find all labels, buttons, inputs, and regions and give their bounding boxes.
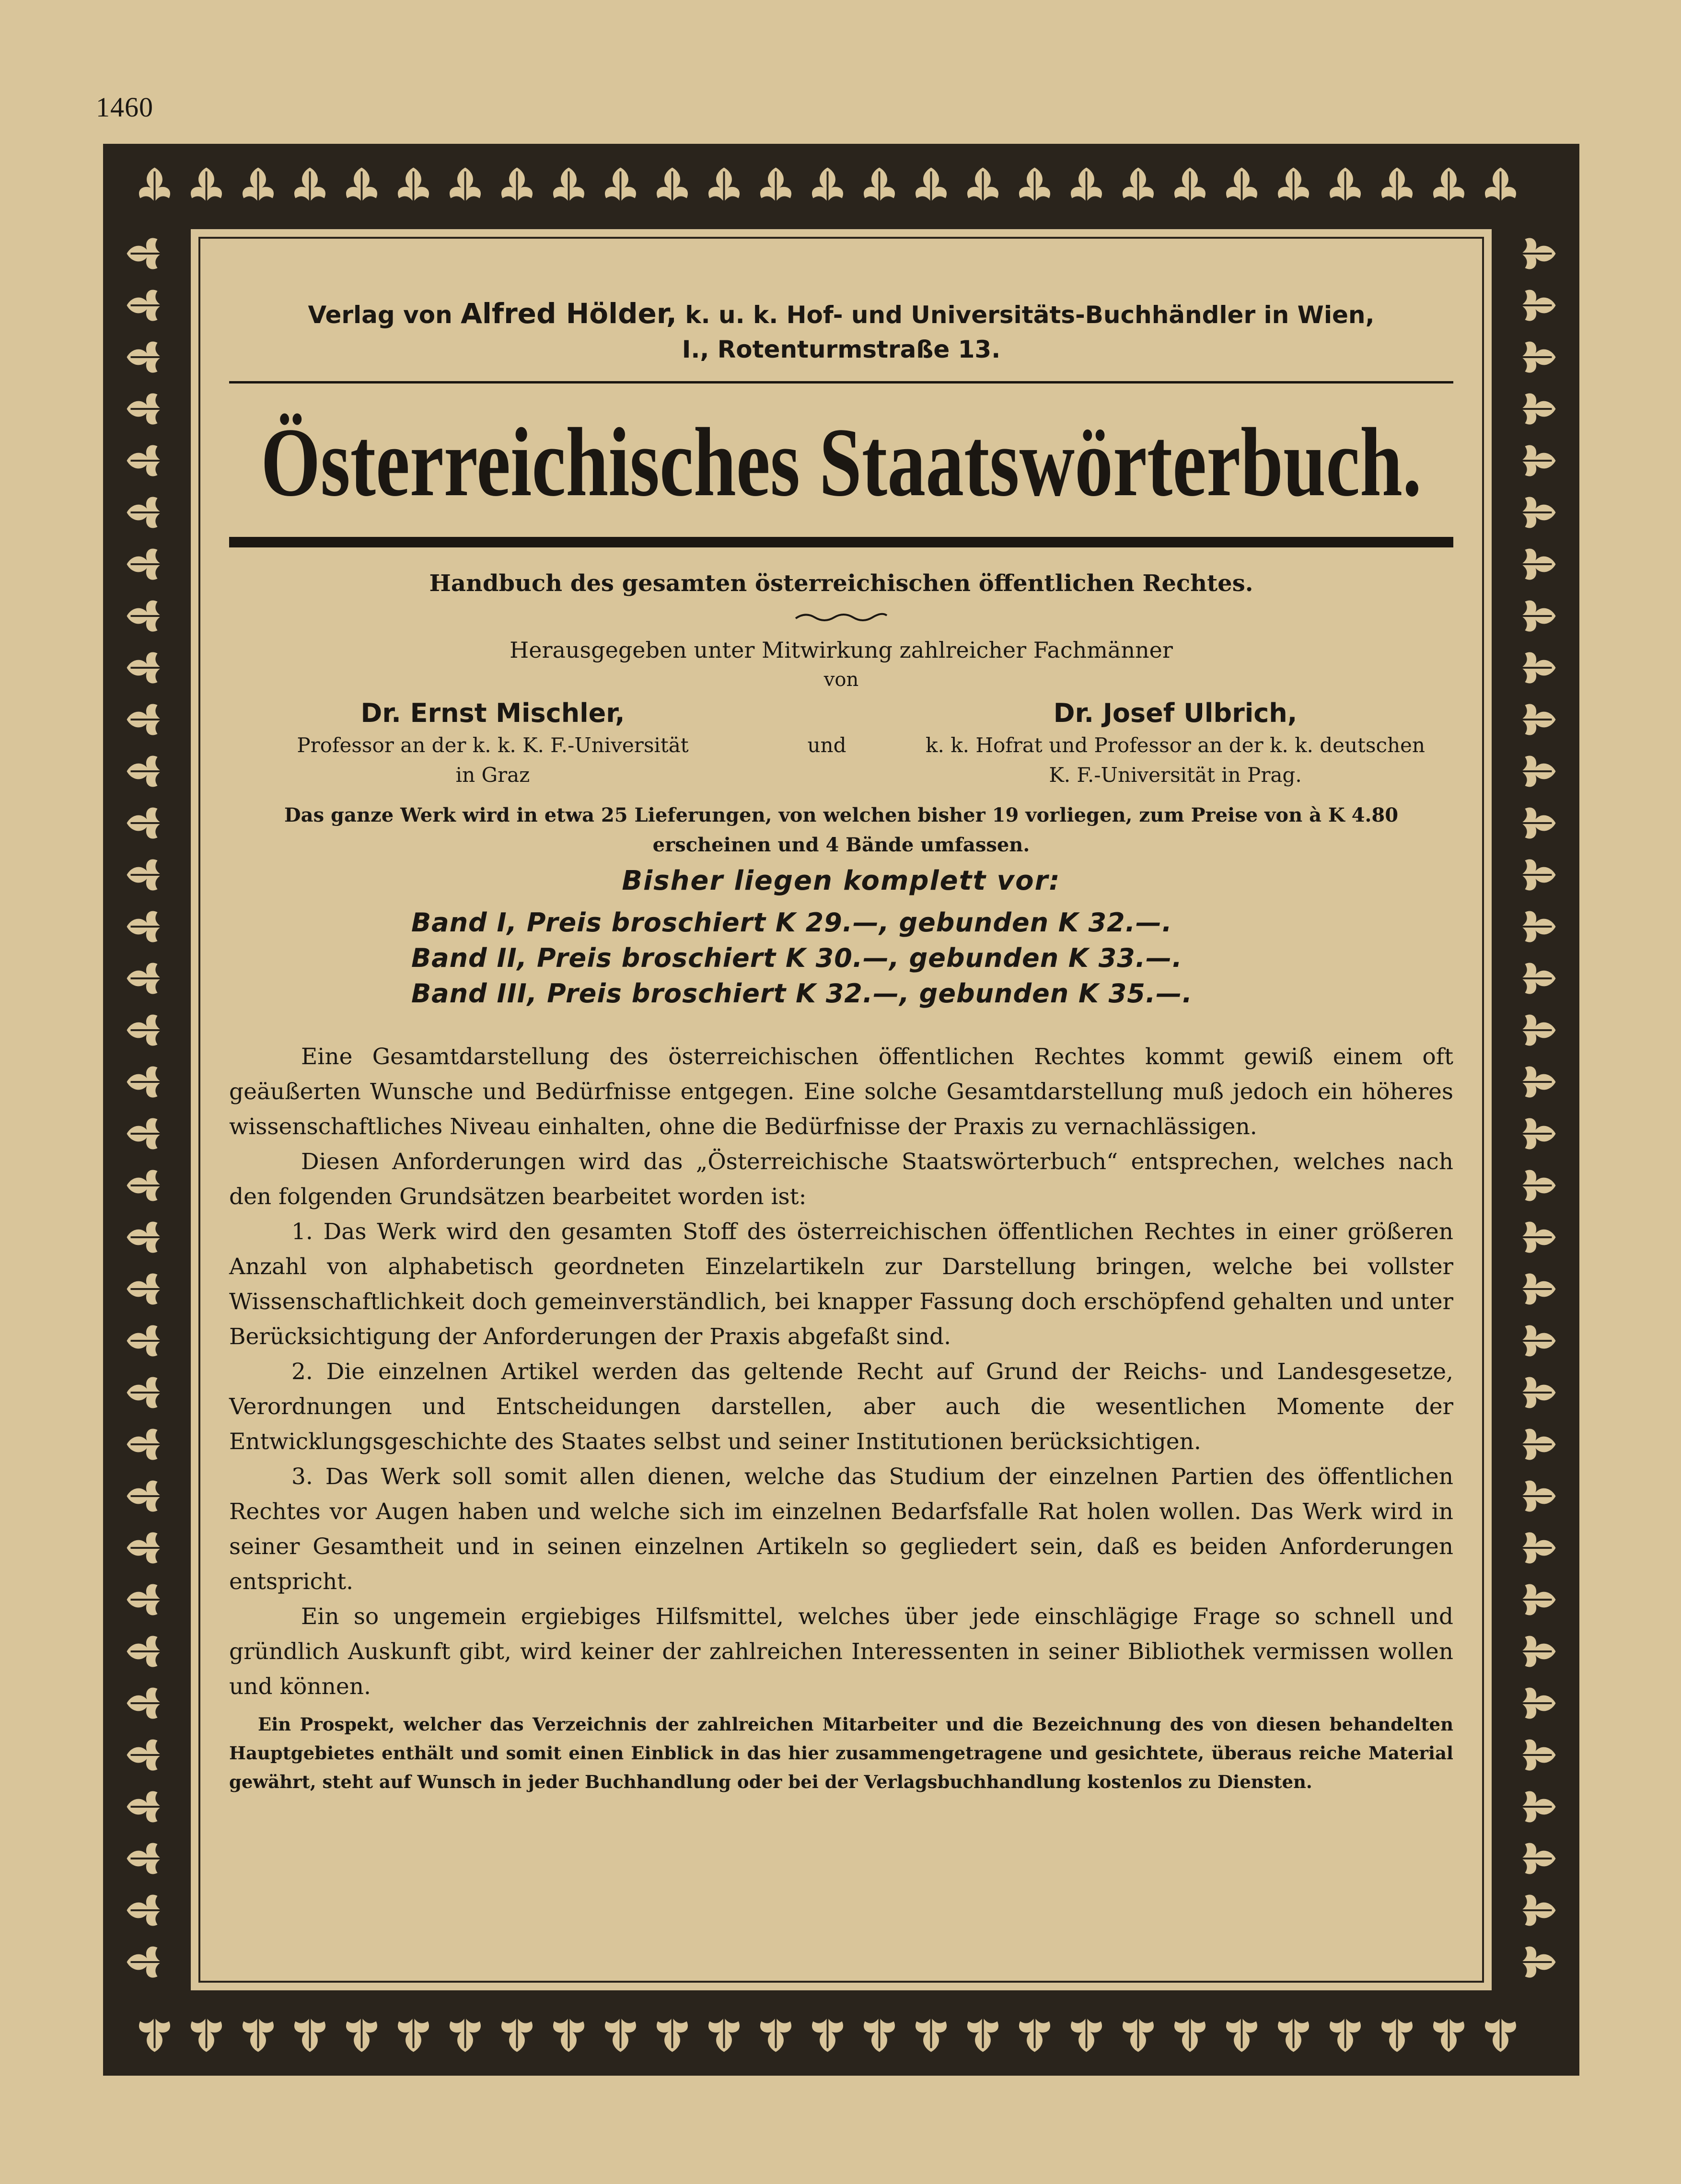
editor-desc: Professor an der k. k. K. F.-Universität — [297, 733, 689, 757]
editor-desc: in Graz — [455, 763, 530, 787]
body-text — [229, 1039, 1453, 1704]
page-number: 1460 — [96, 92, 153, 123]
paragraph: 2. Die einzelnen Artikel werden das geltende Recht auf Grund der Reichs- und Landesgesetze, Verordnungen und Entscheidungen darstellen, aber auch die wesentlichen Momente der Entwicklungsgeschichte des Staates selbst und seiner Institutionen berücksichtigen. — [229, 1359, 1453, 1455]
publisher-address: I., Rotenturmstraße 13. — [682, 336, 1001, 363]
divider — [229, 381, 1453, 383]
editors-block — [229, 696, 1453, 790]
von-label: von — [823, 669, 859, 691]
paragraph: Eine Gesamtdarstellung des österreichischen öffentlichen Rechtes kommt gewiß einem oft geäußerten Wunsche und Bedürfnisse entgegen. Eine solche Gesamtdarstellung muß jedoch ein höheres wissenschaftliches Niveau einhalten, ohne die Bedürfnisse der Praxis zu vernachlässigen. — [229, 1044, 1453, 1140]
paragraph: 3. Das Werk soll somit allen dienen, welche das Studium der einzelnen Partien des öffentlichen Rechtes vor Augen haben und welche sich im einzelnen Bedarfsfalle Rat holen wollen. Das Werk wird in seiner Gesamtheit und in seinen einzelnen Artikeln so gegliedert sein, daß es beiden Anforderungen entspricht. — [229, 1464, 1453, 1595]
editor-desc: k. k. Hofrat und Professor an der k. k. deutschen — [926, 733, 1425, 757]
divider-thick — [229, 537, 1453, 547]
editor-ulbrich — [897, 696, 1453, 790]
editor-name: Dr. Josef Ulbrich, — [1053, 698, 1298, 728]
paragraph: Ein so ungemein ergiebiges Hilfsmittel, welches über jede einschlägige Frage so schnell und gründlich Auskunft gibt, wird keiner der zahlreichen Interessenten in seiner Bibliothek vermissen wollen und können. — [229, 1603, 1453, 1700]
volume-list — [229, 905, 1453, 1011]
advertisement-panel — [187, 225, 1496, 1994]
paragraph: 1. Das Werk wird den gesamten Stoff des österreichischen öffentlichen Rechtes in einer größeren Anzahl von alphabetisch geordneten Einzelartikeln zur Darstellung bringen, welche bei vollster Wissenschaftlichkeit doch gemeinverständlich, bei knapper Fassung doch erschöpfend gehalten und unter Berücksichtigung der Anforderungen der Praxis abgefaßt sind. — [229, 1219, 1453, 1350]
volume-item: Band III, Preis broschiert K 32.—, gebunden K 35.—. — [411, 978, 1193, 1009]
editor-name: Dr. Ernst Mischler, — [360, 698, 625, 728]
advertisement-content — [229, 296, 1453, 1796]
publisher-header — [229, 296, 1453, 367]
publisher-name: Alfred Hölder, — [461, 297, 677, 330]
und-label: und — [807, 733, 846, 757]
closing-text: Ein Prospekt, welcher das Verzeichnis der zahlreichen Mitarbeiter und die Bezeichnung des von diesen behandelten Hauptgebietes enthält und somit einen Einblick in das hier zusammengetragene und gesichtete, überaus reiche Material gewährt, steht auf Wunsch in jeder Buchhandlung oder bei der Verlagsbuchhandlung kostenlos zu Diensten. — [229, 1714, 1453, 1792]
available-heading: Bisher liegen komplett vor: — [622, 865, 1061, 896]
work-info-line: erscheinen und 4 Bände umfassen. — [652, 834, 1030, 856]
publisher-prefix: Verlag von — [308, 301, 461, 329]
subtitle: Handbuch des gesamten österreichischen öffentlichen Rechtes. — [429, 570, 1253, 597]
work-info-line: Das ganze Werk wird in etwa 25 Lieferungen, von welchen bisher 19 vorliegen, zum Preise von à K 4.80 — [284, 804, 1399, 826]
editor-desc: K. F.-Universität in Prag. — [1049, 763, 1302, 787]
paragraph: Diesen Anforderungen wird das „Österreichische Staatswörterbuch“ entsprechen, welches nach den folgenden Grundsätzen bearbeitet worden ist: — [229, 1149, 1453, 1210]
editor-mischler — [229, 696, 756, 790]
editors-intro: Herausgegeben unter Mitwirkung zahlreicher Fachmänner — [510, 637, 1173, 663]
volume-item: Band I, Preis broschiert K 29.—, gebunden K 32.—. — [411, 907, 1172, 938]
publisher-suffix: k. u. k. Hof- und Universitäts-Buchhändler in Wien, — [676, 301, 1375, 329]
closing-note — [229, 1710, 1453, 1796]
page-title: Österreichisches Staatswörterbuch. — [261, 408, 1422, 517]
work-info — [229, 801, 1453, 860]
volume-item: Band II, Preis broschiert K 30.—, gebunden K 33.—. — [411, 943, 1182, 973]
swirl-ornament-icon — [793, 610, 889, 624]
